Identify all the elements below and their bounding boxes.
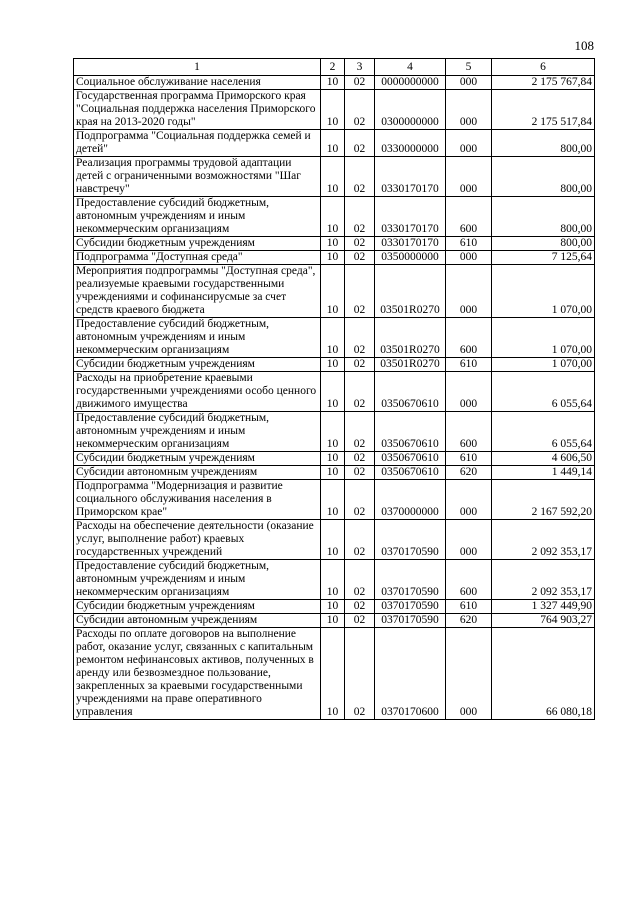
row-target-code: 0330000000 bbox=[375, 130, 446, 157]
row-section: 10 bbox=[321, 560, 345, 600]
row-subsection: 02 bbox=[345, 452, 375, 466]
row-target-code: 0330170170 bbox=[375, 157, 446, 197]
row-section: 10 bbox=[321, 614, 345, 628]
row-name: Реализация программы трудовой адаптации детей с ограниченными возможностями "Шаг навстречу" bbox=[74, 157, 321, 197]
table-row bbox=[74, 520, 595, 560]
row-expense-type: 000 bbox=[446, 251, 492, 265]
row-name: Субсидии автономным учреждениям bbox=[74, 614, 321, 628]
row-expense-type: 600 bbox=[446, 412, 492, 452]
row-amount: 800,00 bbox=[492, 237, 595, 251]
row-name: Предоставление субсидий бюджетным, автономным учреждениям и иным некоммерческим организациям bbox=[74, 318, 321, 358]
row-name: Подпрограмма "Социальная поддержка семей и детей" bbox=[74, 130, 321, 157]
table-row bbox=[74, 318, 595, 358]
table-row bbox=[74, 90, 595, 130]
row-section: 10 bbox=[321, 628, 345, 720]
row-amount: 1 327 449,90 bbox=[492, 600, 595, 614]
row-subsection: 02 bbox=[345, 130, 375, 157]
row-section: 10 bbox=[321, 600, 345, 614]
row-section: 10 bbox=[321, 265, 345, 318]
row-section: 10 bbox=[321, 452, 345, 466]
row-target-code: 03501R0270 bbox=[375, 358, 446, 372]
row-name: Расходы на приобретение краевыми государственными учреждениями особо ценного движимого имущества bbox=[74, 372, 321, 412]
table-row bbox=[74, 600, 595, 614]
row-expense-type: 000 bbox=[446, 90, 492, 130]
table-row bbox=[74, 614, 595, 628]
table-row bbox=[74, 197, 595, 237]
table-row bbox=[74, 412, 595, 452]
header-col-3: 3 bbox=[345, 59, 375, 76]
row-name: Предоставление субсидий бюджетным, автономным учреждениям и иным некоммерческим организациям bbox=[74, 560, 321, 600]
row-target-code: 03501R0270 bbox=[375, 265, 446, 318]
table-row bbox=[74, 157, 595, 197]
row-amount: 6 055,64 bbox=[492, 412, 595, 452]
row-section: 10 bbox=[321, 412, 345, 452]
row-subsection: 02 bbox=[345, 600, 375, 614]
row-target-code: 0370170590 bbox=[375, 600, 446, 614]
row-amount: 4 606,50 bbox=[492, 452, 595, 466]
row-name: Субсидии бюджетным учреждениям bbox=[74, 237, 321, 251]
row-expense-type: 000 bbox=[446, 76, 492, 90]
row-amount: 2 092 353,17 bbox=[492, 520, 595, 560]
row-target-code: 0350670610 bbox=[375, 412, 446, 452]
row-subsection: 02 bbox=[345, 90, 375, 130]
row-expense-type: 000 bbox=[446, 130, 492, 157]
row-subsection: 02 bbox=[345, 251, 375, 265]
row-target-code: 0350670610 bbox=[375, 372, 446, 412]
row-target-code: 03501R0270 bbox=[375, 318, 446, 358]
row-section: 10 bbox=[321, 130, 345, 157]
row-amount: 800,00 bbox=[492, 197, 595, 237]
table-row bbox=[74, 265, 595, 318]
row-target-code: 0350000000 bbox=[375, 251, 446, 265]
table-row bbox=[74, 358, 595, 372]
table-row bbox=[74, 480, 595, 520]
row-section: 10 bbox=[321, 466, 345, 480]
row-name: Социальное обслуживание населения bbox=[74, 76, 321, 90]
table-row bbox=[74, 76, 595, 90]
row-target-code: 0370170600 bbox=[375, 628, 446, 720]
row-section: 10 bbox=[321, 520, 345, 560]
row-expense-type: 600 bbox=[446, 560, 492, 600]
row-target-code: 0330170170 bbox=[375, 197, 446, 237]
row-expense-type: 600 bbox=[446, 318, 492, 358]
table-row bbox=[74, 466, 595, 480]
row-subsection: 02 bbox=[345, 358, 375, 372]
row-subsection: 02 bbox=[345, 628, 375, 720]
header-col-5: 5 bbox=[446, 59, 492, 76]
row-name: Государственная программа Приморского края "Социальная поддержка населения Приморского края на 2013-2020 годы" bbox=[74, 90, 321, 130]
header-col-4: 4 bbox=[375, 59, 446, 76]
row-expense-type: 610 bbox=[446, 237, 492, 251]
row-expense-type: 000 bbox=[446, 157, 492, 197]
table-row bbox=[74, 628, 595, 720]
row-subsection: 02 bbox=[345, 76, 375, 90]
row-amount: 2 175 767,84 bbox=[492, 76, 595, 90]
row-subsection: 02 bbox=[345, 520, 375, 560]
row-amount: 66 080,18 bbox=[492, 628, 595, 720]
table-header-row bbox=[74, 59, 595, 76]
row-section: 10 bbox=[321, 372, 345, 412]
row-section: 10 bbox=[321, 90, 345, 130]
row-target-code: 0350670610 bbox=[375, 452, 446, 466]
row-subsection: 02 bbox=[345, 480, 375, 520]
row-target-code: 0370000000 bbox=[375, 480, 446, 520]
row-amount: 7 125,64 bbox=[492, 251, 595, 265]
row-section: 10 bbox=[321, 318, 345, 358]
page-number: 108 bbox=[574, 38, 594, 53]
row-amount: 6 055,64 bbox=[492, 372, 595, 412]
row-target-code: 0300000000 bbox=[375, 90, 446, 130]
row-subsection: 02 bbox=[345, 466, 375, 480]
header-col-2: 2 bbox=[321, 59, 345, 76]
row-expense-type: 620 bbox=[446, 466, 492, 480]
row-name: Предоставление субсидий бюджетным, автономным учреждениям и иным некоммерческим организациям bbox=[74, 197, 321, 237]
row-subsection: 02 bbox=[345, 157, 375, 197]
row-name: Расходы по оплате договоров на выполнение работ, оказание услуг, связанных с капитальным ремонтом нефинансовых активов, полученных в аренду или безвозмездное пользование, закрепленных за краевыми государственными учреждениями на праве оперативного управления bbox=[74, 628, 321, 720]
row-name: Подпрограмма "Модернизация и развитие социального обслуживания населения в Приморском крае" bbox=[74, 480, 321, 520]
row-section: 10 bbox=[321, 358, 345, 372]
row-section: 10 bbox=[321, 197, 345, 237]
row-name: Субсидии автономным учреждениям bbox=[74, 466, 321, 480]
table-row bbox=[74, 237, 595, 251]
row-name: Субсидии бюджетным учреждениям bbox=[74, 358, 321, 372]
row-subsection: 02 bbox=[345, 318, 375, 358]
row-amount: 1 070,00 bbox=[492, 265, 595, 318]
row-expense-type: 600 bbox=[446, 197, 492, 237]
row-section: 10 bbox=[321, 480, 345, 520]
row-section: 10 bbox=[321, 76, 345, 90]
row-expense-type: 000 bbox=[446, 520, 492, 560]
row-expense-type: 620 bbox=[446, 614, 492, 628]
row-section: 10 bbox=[321, 157, 345, 197]
budget-table bbox=[73, 58, 595, 720]
row-expense-type: 000 bbox=[446, 628, 492, 720]
header-col-1: 1 bbox=[74, 59, 321, 76]
table-row bbox=[74, 372, 595, 412]
row-name: Подпрограмма "Доступная среда" bbox=[74, 251, 321, 265]
row-expense-type: 000 bbox=[446, 480, 492, 520]
row-amount: 1 449,14 bbox=[492, 466, 595, 480]
row-amount: 800,00 bbox=[492, 130, 595, 157]
table-row bbox=[74, 452, 595, 466]
header-col-6: 6 bbox=[492, 59, 595, 76]
row-target-code: 0370170590 bbox=[375, 560, 446, 600]
row-name: Мероприятия подпрограммы "Доступная среда", реализуемые краевыми государственными учреждениями и софинансирусмые за счет средств краевого бюджета bbox=[74, 265, 321, 318]
row-subsection: 02 bbox=[345, 614, 375, 628]
row-subsection: 02 bbox=[345, 197, 375, 237]
row-amount: 1 070,00 bbox=[492, 318, 595, 358]
row-name: Расходы на обеспечение деятельности (оказание услуг, выполнение работ) краевых государственных учреждений bbox=[74, 520, 321, 560]
row-name: Субсидии бюджетным учреждениям bbox=[74, 452, 321, 466]
row-expense-type: 610 bbox=[446, 358, 492, 372]
row-expense-type: 000 bbox=[446, 372, 492, 412]
table-row bbox=[74, 560, 595, 600]
row-subsection: 02 bbox=[345, 412, 375, 452]
table-row bbox=[74, 130, 595, 157]
row-subsection: 02 bbox=[345, 265, 375, 318]
row-subsection: 02 bbox=[345, 560, 375, 600]
row-target-code: 0000000000 bbox=[375, 76, 446, 90]
row-section: 10 bbox=[321, 237, 345, 251]
row-amount: 800,00 bbox=[492, 157, 595, 197]
row-subsection: 02 bbox=[345, 237, 375, 251]
row-target-code: 0350670610 bbox=[375, 466, 446, 480]
row-amount: 2 167 592,20 bbox=[492, 480, 595, 520]
row-name: Предоставление субсидий бюджетным, автономным учреждениям и иным некоммерческим организациям bbox=[74, 412, 321, 452]
row-amount: 2 092 353,17 bbox=[492, 560, 595, 600]
row-target-code: 0330170170 bbox=[375, 237, 446, 251]
row-amount: 1 070,00 bbox=[492, 358, 595, 372]
row-expense-type: 000 bbox=[446, 265, 492, 318]
row-target-code: 0370170590 bbox=[375, 614, 446, 628]
row-name: Субсидии бюджетным учреждениям bbox=[74, 600, 321, 614]
row-amount: 2 175 517,84 bbox=[492, 90, 595, 130]
row-amount: 764 903,27 bbox=[492, 614, 595, 628]
row-section: 10 bbox=[321, 251, 345, 265]
row-target-code: 0370170590 bbox=[375, 520, 446, 560]
table-row bbox=[74, 251, 595, 265]
row-expense-type: 610 bbox=[446, 452, 492, 466]
row-expense-type: 610 bbox=[446, 600, 492, 614]
row-subsection: 02 bbox=[345, 372, 375, 412]
